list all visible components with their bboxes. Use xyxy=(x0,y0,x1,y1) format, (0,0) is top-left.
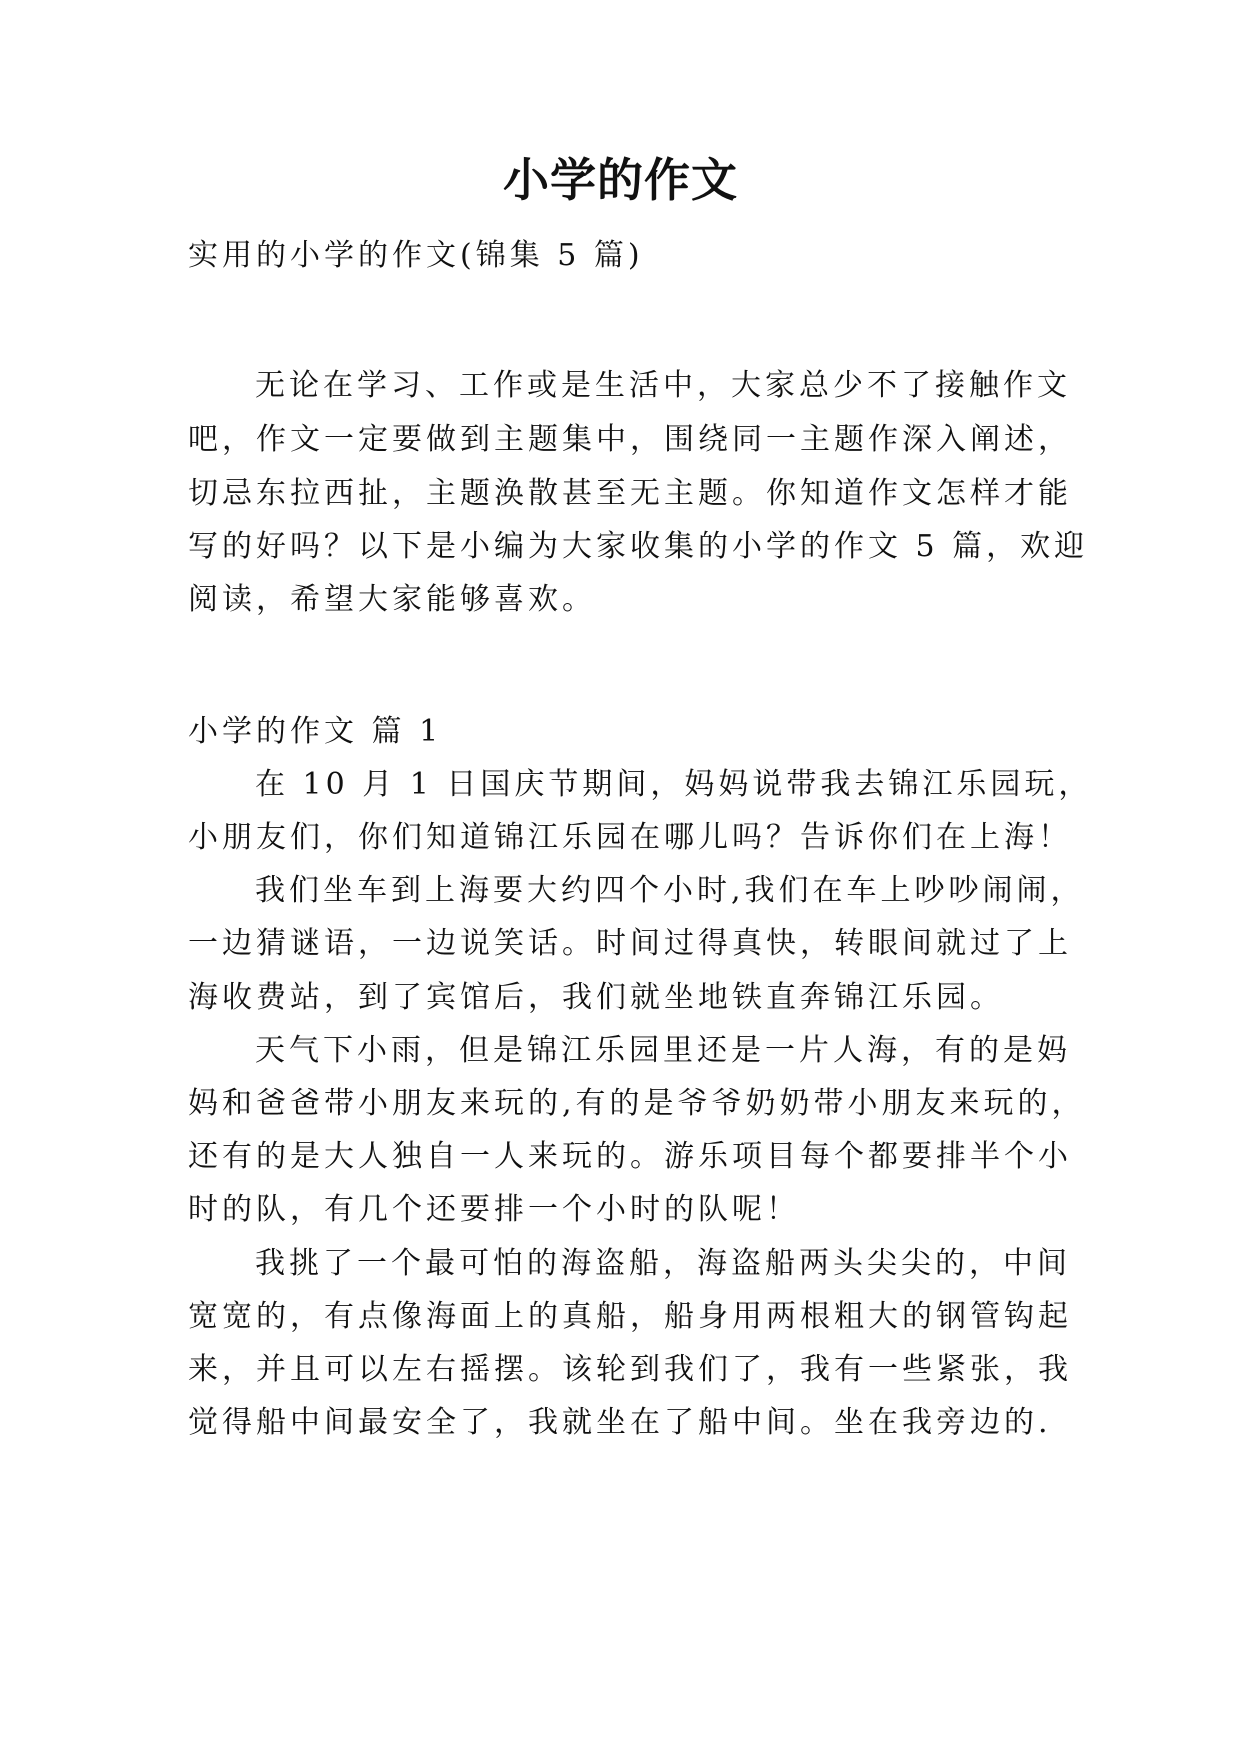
body-line: 海收费站，到了宾馆后，我们就坐地铁直奔锦江乐园。 xyxy=(188,980,1004,1015)
body-line: 一边猜谜语，一边说笑话。时间过得真快，转眼间就过了上 xyxy=(188,926,1072,961)
body-line: 天气下小雨，但是锦江乐园里还是一片人海，有的是妈 xyxy=(255,1033,1071,1068)
body-line: 时的队，有几个还要排一个小时的队呢！ xyxy=(188,1192,800,1227)
section-heading: 小学的作文 篇 1 xyxy=(188,714,443,749)
intro-line: 吧，作文一定要做到主题集中，围绕同一主题作深入阐述， xyxy=(188,422,1072,457)
body-line: 宽宽的，有点像海面上的真船，船身用两根粗大的钢管钩起 xyxy=(188,1299,1072,1334)
body-line: 在 10 月 1 日国庆节期间，妈妈说带我去锦江乐园玩， xyxy=(255,767,1093,802)
intro-line: 切忌东拉西扯，主题涣散甚至无主题。你知道作文怎样才能 xyxy=(188,476,1072,511)
document-subtitle: 实用的小学的作文(锦集 5 篇) xyxy=(188,238,644,273)
body-line: 我挑了一个最可怕的海盗船，海盗船两头尖尖的，中间 xyxy=(255,1246,1071,1281)
intro-line: 无论在学习、工作或是生活中，大家总少不了接触作文 xyxy=(255,368,1071,403)
body-line: 还有的是大人独自一人来玩的。游乐项目每个都要排半个小 xyxy=(188,1139,1072,1174)
body-line: 我们坐车到上海要大约四个小时,我们在车上吵吵闹闹， xyxy=(255,873,1085,908)
body-line: 妈和爸爸带小朋友来玩的,有的是爷爷奶奶带小朋友来玩的， xyxy=(188,1086,1086,1121)
body-line: 来，并且可以左右摇摆。该轮到我们了，我有一些紧张，我 xyxy=(188,1352,1072,1387)
body-line: 小朋友们，你们知道锦江乐园在哪儿吗？告诉你们在上海！ xyxy=(188,820,1072,855)
document-title: 小学的作文 xyxy=(503,153,738,207)
body-line: 觉得船中间最安全了，我就坐在了船中间。坐在我旁边的. xyxy=(188,1405,1052,1440)
intro-line: 阅读，希望大家能够喜欢。 xyxy=(188,582,596,617)
intro-line: 写的好吗？以下是小编为大家收集的小学的作文 5 篇，欢迎 xyxy=(188,529,1089,564)
